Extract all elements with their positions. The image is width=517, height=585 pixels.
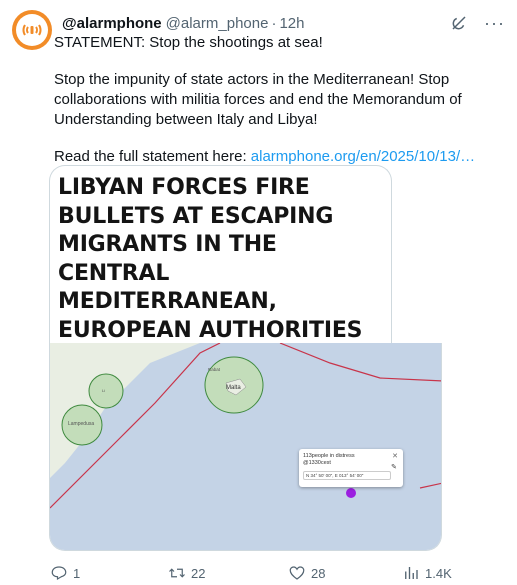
tweet-body (54, 33, 509, 167)
tweet-line-statement: STATEMENT: Stop the shootings at sea! (54, 34, 323, 51)
card-headline: LIBYAN FORCES FIRE BULLETS AT ESCAPING MIGRANTS IN THE CENTRAL MEDITERRANEAN, EUROPEAN AUTHORITIES (58, 175, 363, 343)
avatar[interactable] (12, 10, 52, 50)
map-image[interactable] (49, 343, 442, 551)
reply-count: 1 (73, 565, 81, 581)
popup-coordinates: N 34° 50' 00", E 013° 54' 00" (303, 471, 391, 480)
linosa-zone (89, 374, 123, 408)
alarm-phone-logo-icon (16, 14, 48, 46)
reply-icon (50, 564, 68, 582)
linosa-label: Li (102, 388, 106, 393)
statement-link[interactable]: alarmphone.org/en/2025/10/13/… (250, 148, 476, 165)
like-count: 28 (311, 565, 326, 581)
lampedusa-label: Lampedusa (68, 421, 95, 427)
distress-popup[interactable] (299, 449, 403, 487)
retweet-button[interactable] (168, 564, 205, 582)
views-button[interactable] (402, 564, 452, 582)
author-name[interactable]: @alarmphone (62, 14, 162, 32)
retweet-count: 22 (191, 565, 206, 581)
timestamp[interactable]: 12h (279, 14, 305, 32)
action-bar (50, 563, 460, 583)
popup-subtitle: @1330cest (303, 460, 331, 466)
tweet-header (62, 13, 505, 33)
header-actions (450, 14, 505, 32)
more-options-icon[interactable]: ··· (484, 13, 505, 33)
popup-title: 113people in distress (303, 453, 355, 459)
views-icon (402, 564, 420, 582)
grok-icon[interactable] (450, 14, 468, 32)
malta-small-label: Rabat (208, 367, 221, 372)
media-card[interactable] (49, 165, 392, 345)
reply-button[interactable] (50, 564, 80, 582)
retweet-icon (168, 564, 186, 582)
malta-label: Malta (226, 385, 241, 391)
views-count: 1.4K (425, 565, 452, 581)
heart-icon (288, 564, 306, 582)
author-handle[interactable]: @alarm_phone (165, 14, 269, 32)
map-svg (50, 343, 442, 551)
like-button[interactable] (288, 564, 325, 582)
tweet-read-line (54, 147, 509, 167)
edit-icon[interactable]: ✎ (391, 464, 397, 471)
distress-marker (346, 488, 356, 498)
read-prefix: Read the full statement here: (54, 148, 251, 165)
separator: · (271, 14, 277, 32)
close-icon[interactable]: ✕ (392, 453, 398, 460)
tweet-paragraph: Stop the impunity of state actors in the Mediterranean! Stop collaborations with militia forces and end the Memorandum of Understanding between Italy and Libya! (54, 71, 462, 128)
